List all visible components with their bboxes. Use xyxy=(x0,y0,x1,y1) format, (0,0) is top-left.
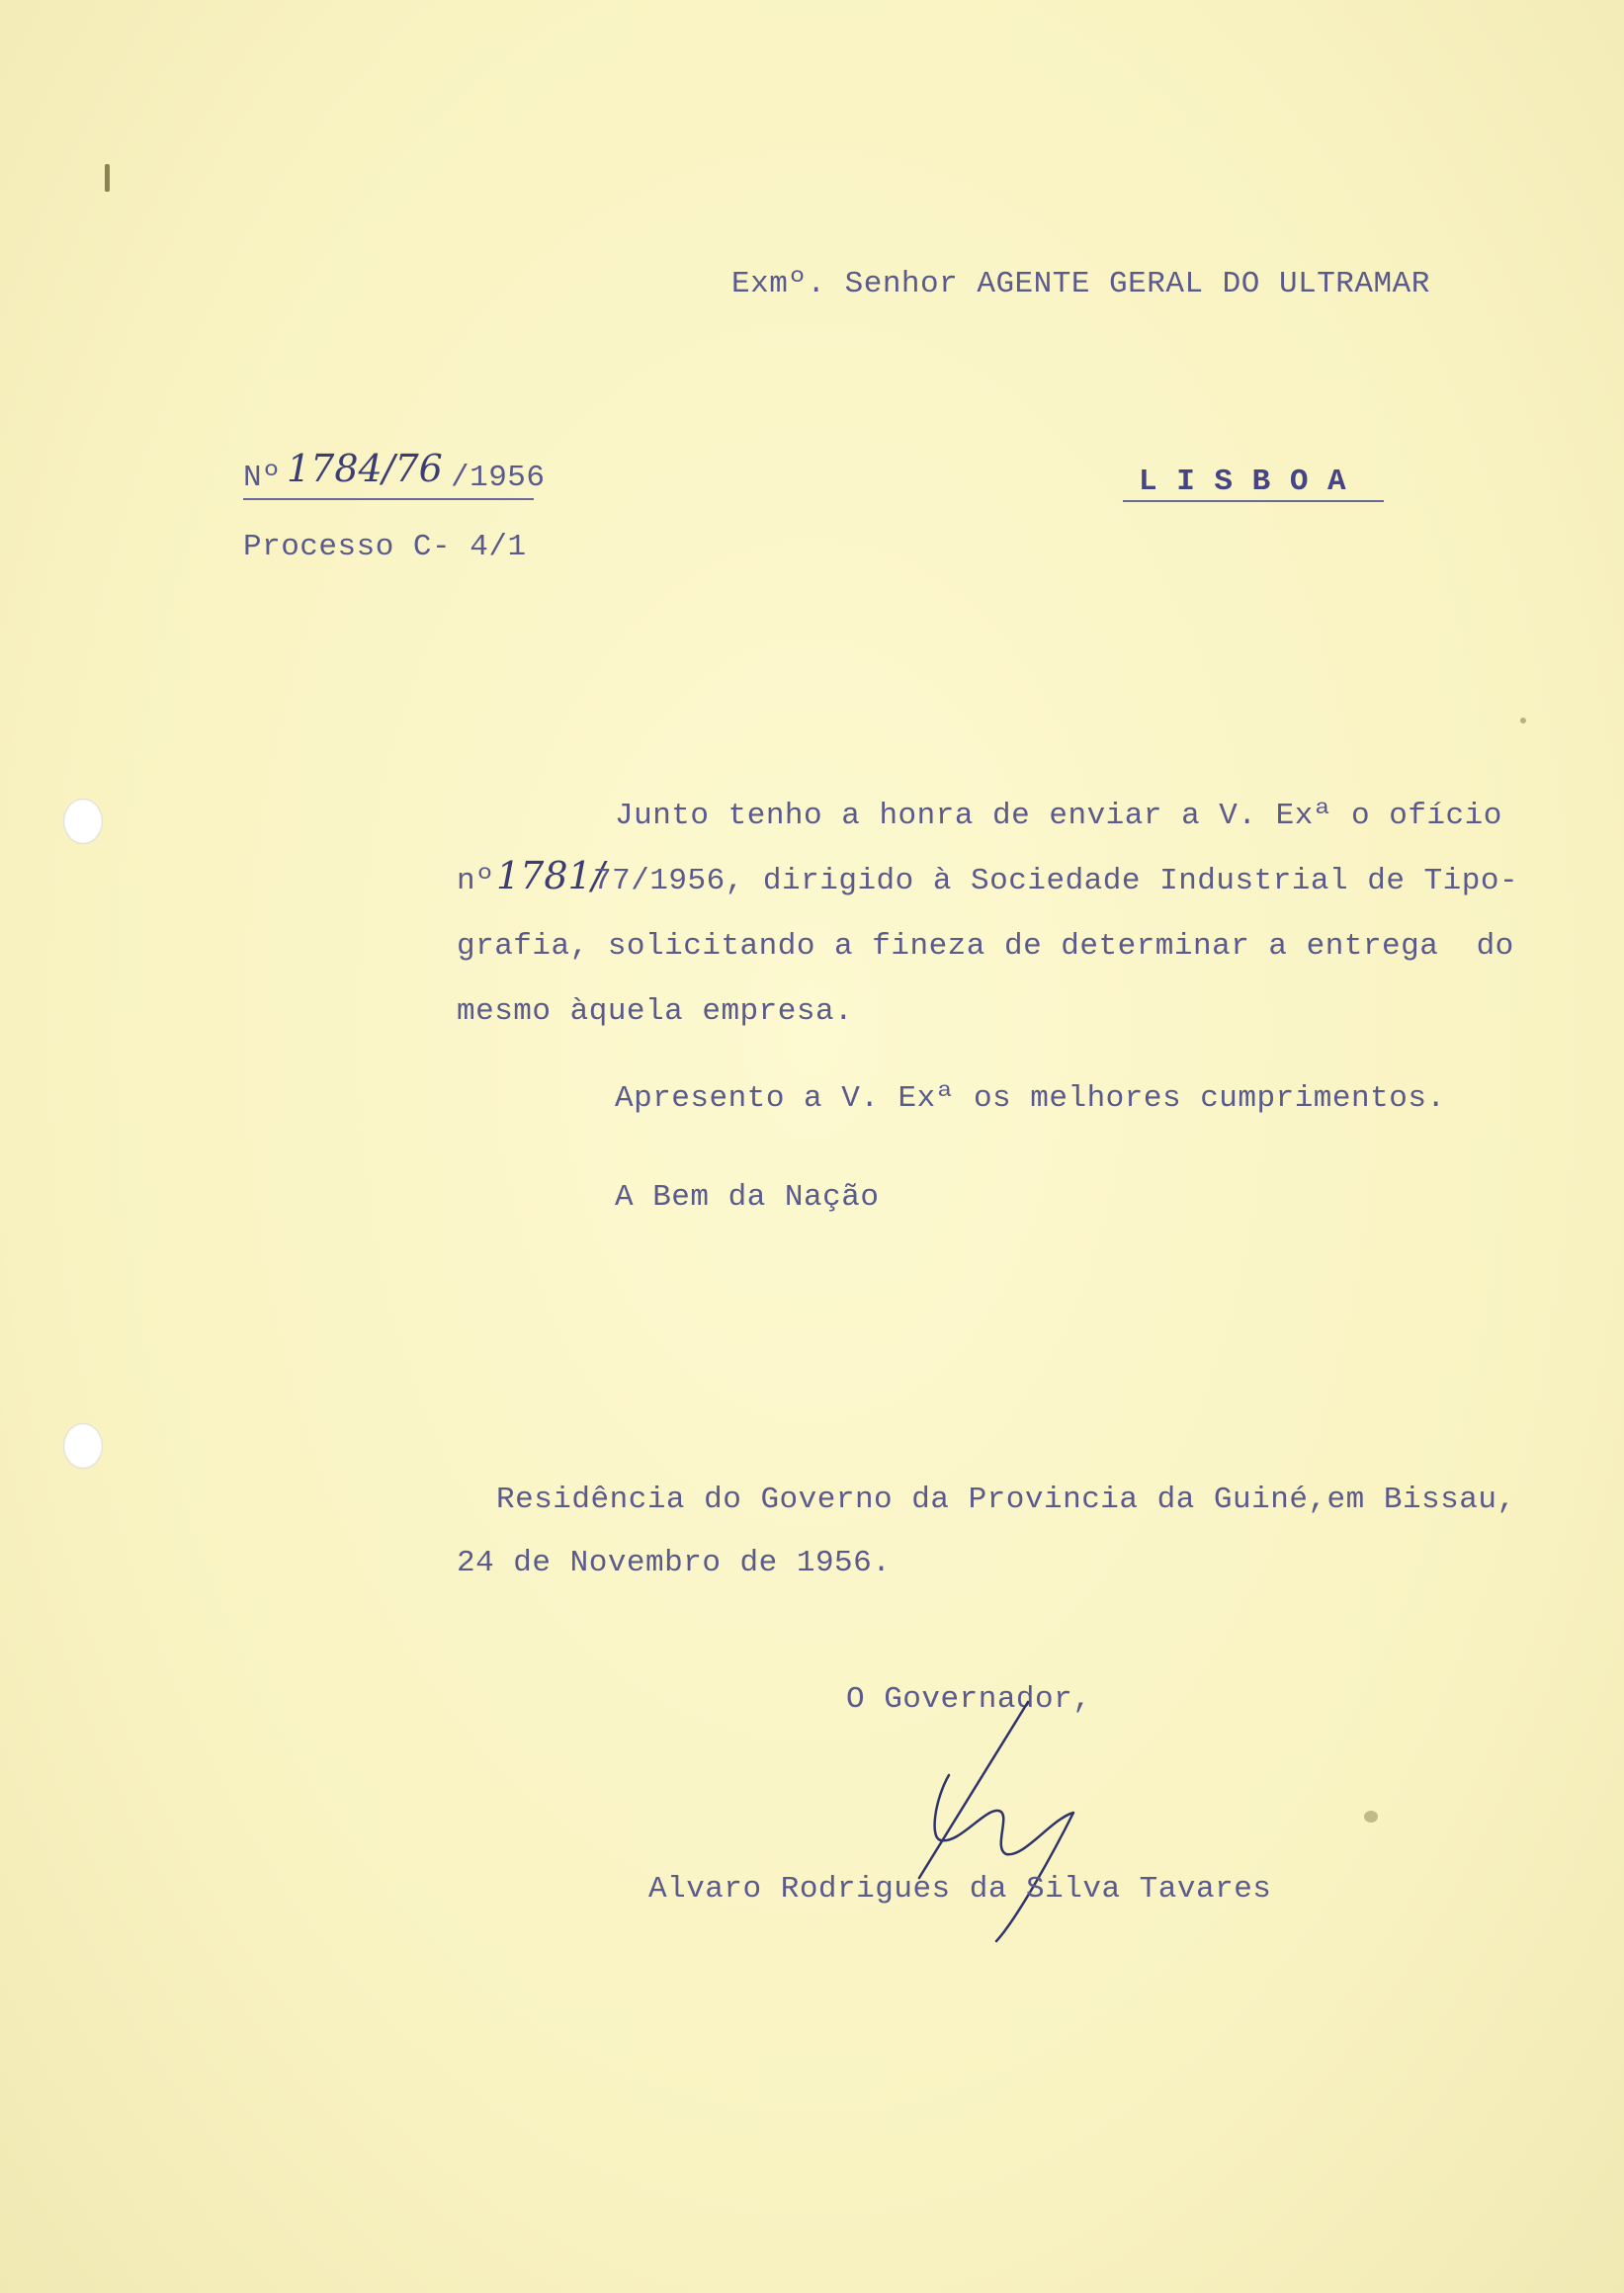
reference-number-underline xyxy=(243,498,534,500)
body-paragraph-1-line-1: Junto tenho a honra de enviar a V. Exª o ofício xyxy=(615,799,1502,833)
body-paragraph-1-line-2 xyxy=(457,854,1574,905)
process-reference: Processo C- 4/1 xyxy=(243,530,527,564)
paper-mark xyxy=(1520,718,1526,723)
paper-mark xyxy=(1364,1811,1378,1823)
closing-date-line: 24 de Novembro de 1956. xyxy=(457,1546,892,1580)
letter-number-rest: 77/1956, dirigido à Sociedade Industrial de Tipo- xyxy=(593,864,1519,898)
city-heading: L I S B O A xyxy=(1139,465,1347,499)
paper-mark xyxy=(105,164,110,192)
punch-hole-top xyxy=(63,799,103,844)
handwritten-signature xyxy=(890,1690,1107,1967)
closing-place-line-1: Residência do Governo da Provincia da Guiné,em Bissau, xyxy=(496,1483,1516,1517)
punch-hole-bottom xyxy=(63,1423,103,1469)
letter-number-handwritten: 1781/ xyxy=(496,854,605,897)
signatory-name: Alvaro Rodrigues da Silva Tavares xyxy=(648,1872,1272,1907)
body-paragraph-1-line-4: mesmo àquela empresa. xyxy=(457,994,854,1029)
reference-number-year: /1956 xyxy=(451,461,546,495)
body-paragraph-2: Apresento a V. Exª os melhores cumprimentos. xyxy=(615,1081,1446,1116)
letter-number-prefix: nº xyxy=(457,864,495,898)
reference-number-handwritten: 1784/76 xyxy=(287,447,443,490)
city-heading-underline xyxy=(1123,500,1384,502)
addressee-line: Exmº. Senhor AGENTE GERAL DO ULTRAMAR xyxy=(731,267,1430,301)
reference-number-prefix: Nº xyxy=(243,461,282,495)
body-paragraph-3: A Bem da Nação xyxy=(615,1180,880,1215)
reference-number xyxy=(243,447,546,506)
body-paragraph-1-line-3: grafia, solicitando a fineza de determinar a entrega do xyxy=(457,929,1514,964)
signer-title: O Governador, xyxy=(846,1682,1092,1717)
